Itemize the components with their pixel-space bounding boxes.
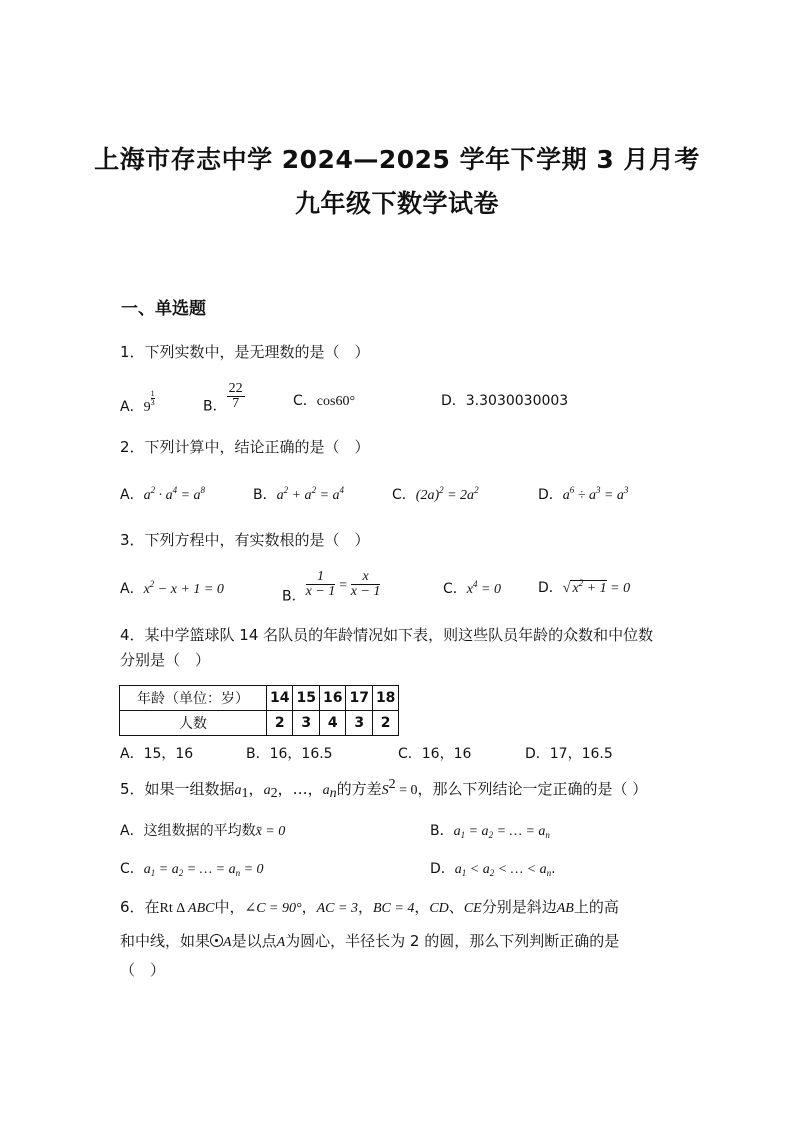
table-cell: 3 bbox=[293, 711, 319, 736]
table-cell: 14 bbox=[267, 686, 293, 711]
circle-dot-icon bbox=[210, 934, 223, 947]
q1-option-a[interactable]: A．9 $\frac{1}{3}$ bbox=[120, 389, 155, 415]
question-6-stem-line2: 和中线，如果 A是以点A为圆心，半径长为 2 的圆，那么下列判断正确的是 bbox=[120, 932, 620, 950]
question-3-stem: 3．下列方程中，有实数根的是（ ） bbox=[120, 531, 370, 549]
q4-option-b[interactable]: B．16，16.5 bbox=[246, 746, 333, 762]
age-table bbox=[119, 685, 399, 736]
q4-option-a[interactable]: A．15，16 bbox=[120, 746, 194, 762]
q1-option-b[interactable]: B． $\frac{22}{7}$ bbox=[203, 381, 243, 415]
q5-option-b[interactable]: B．$a_1 = a_2$ = … = $a_n$ bbox=[430, 823, 550, 840]
q5-option-d[interactable]: D．$a_1 < a_2$ < … < $a_n$. bbox=[430, 861, 556, 878]
q2-option-c[interactable]: C．$(2a)^2 = 2a^2$ bbox=[392, 485, 479, 503]
question-6-stem-line3: （ ） bbox=[120, 961, 166, 979]
question-4-stem-line2: 分别是（ ） bbox=[120, 651, 211, 669]
table-cell: 2 bbox=[267, 711, 293, 736]
q2-option-d[interactable]: D．$a^6 \div a^3 = a^3$ bbox=[538, 485, 629, 503]
question-2-stem: 2．下列计算中，结论正确的是（ ） bbox=[120, 438, 370, 456]
table-cell: 2 bbox=[372, 711, 398, 736]
q2-option-b[interactable]: B．$a^2 + a^2 = a^4$ bbox=[253, 485, 345, 503]
q3-option-c[interactable]: C．$x^4 = 0$ bbox=[443, 579, 501, 597]
exam-title: 上海市存志中学 2024—2025 学年下学期 3 月月考 bbox=[94, 145, 700, 174]
q5-option-c[interactable]: C．$a_1 = a_2$ = … = $a_n = 0$ bbox=[120, 861, 264, 878]
question-6-stem-line1: 6．在Rt Δ ABC中，∠C = 90°，AC = 3，BC = 4，CD、CE分别是斜边AB上的高 bbox=[120, 898, 619, 916]
q4-option-d[interactable]: D．17，16.5 bbox=[525, 746, 613, 762]
table-header-count: 人数 bbox=[120, 711, 267, 736]
section-title: 一、单选题 bbox=[121, 299, 206, 319]
table-cell: 15 bbox=[293, 686, 319, 711]
table-cell: 4 bbox=[319, 711, 345, 736]
q2-option-a[interactable]: A．$a^2 \cdot a^4 = a^8$ bbox=[120, 485, 206, 503]
q5-option-a[interactable]: A．这组数据的平均数x̄ = 0 bbox=[120, 823, 286, 839]
question-5-stem: 5．如果一组数据$a_1$，$a_2$，…，$a_n$的方差$S^2 = 0$，那么下列结论一定正确的是（ ） bbox=[120, 777, 648, 801]
q3-option-d[interactable]: D．√ $x^2 + 1 = 0$ bbox=[538, 578, 631, 596]
question-1-stem: 1．下列实数中，是无理数的是（ ） bbox=[120, 343, 370, 361]
q1-option-c[interactable]: C．cos60° bbox=[293, 393, 356, 409]
table-cell: 18 bbox=[372, 686, 398, 711]
exam-subtitle: 九年级下数学试卷 bbox=[294, 189, 499, 218]
table-row bbox=[120, 711, 399, 736]
q3-option-a[interactable]: A．$x^2 - x + 1 = 0$ bbox=[120, 579, 224, 597]
q1-option-d[interactable]: D．3.3030030003 bbox=[441, 393, 569, 409]
q3-option-b[interactable]: B． $\frac{1}{x - 1}$ = $\frac{x}{x - 1}$ bbox=[282, 569, 381, 605]
table-cell: 17 bbox=[346, 686, 372, 711]
table-cell: 16 bbox=[319, 686, 345, 711]
table-cell: 3 bbox=[346, 711, 372, 736]
table-header-age: 年龄（单位：岁） bbox=[120, 686, 267, 711]
table-row bbox=[120, 686, 399, 711]
q4-option-c[interactable]: C．16，16 bbox=[398, 746, 472, 762]
question-4-stem-line1: 4．某中学篮球队 14 名队员的年龄情况如下表，则这些队员年龄的众数和中位数 bbox=[120, 626, 654, 644]
